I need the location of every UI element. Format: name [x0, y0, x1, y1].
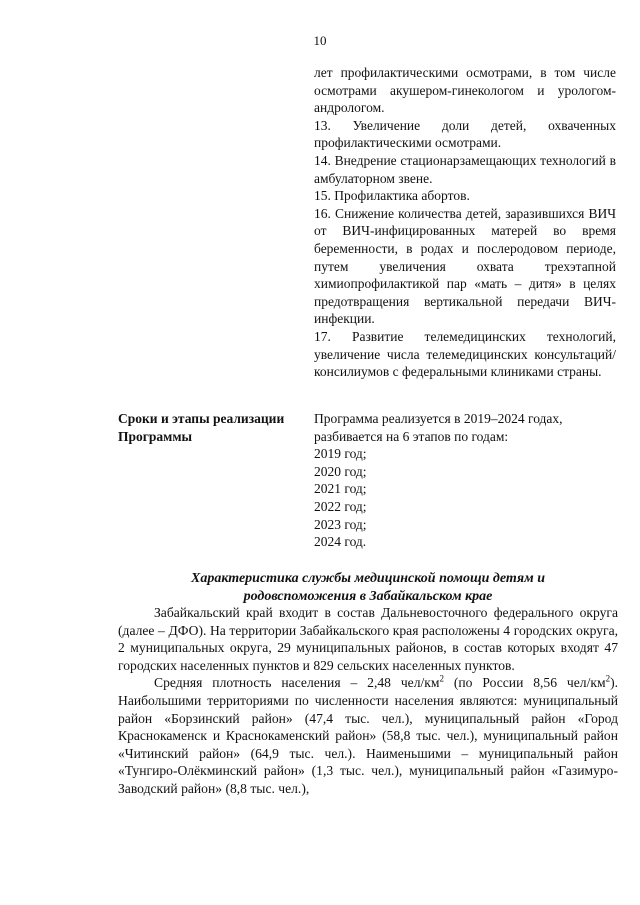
section-heading-line: родовспоможения в Забайкальском крае: [243, 589, 493, 604]
body-paragraph: [118, 674, 618, 797]
schedule-description: [314, 410, 616, 551]
program-measures-list: [314, 64, 616, 381]
schedule-year: 2021 год;: [314, 481, 367, 497]
schedule-year: 2019 год;: [314, 446, 367, 462]
schedule-year: 2023 год;: [314, 516, 367, 532]
measure-item: 17. Развитие телемедицинских технологий, увеличение числа телемедицинских консультаций/консилиумов с федеральными клиниками страны.: [314, 328, 616, 380]
section-heading: [118, 570, 618, 606]
measure-item: 13. Увеличение доли детей, охваченных профилактическими осмотрами.: [314, 117, 616, 151]
population-text: ). Наибольшими территориями по численности населения являются: муниципальный район «Борзинский район» (47,4 тыс. чел.), муниципальный район «Город Краснокаменск и Краснокаменский район» (58,8 тыс. чел.), муниципальный район «Читинский район» (64,9 тыс. чел.). Наименьшими – муниципальный район «Тунгиро-Олёкминский район» (1,3 тыс. чел.), муниципальный район «Газимуро-Заводский район» (8,8 тыс. чел.),: [118, 675, 619, 796]
measure-item: лет профилактическими осмотрами, в том числе осмотрами акушером-гинекологом и урологом-андрологом.: [314, 65, 616, 116]
schedule-label: Сроки и этапы реализации Программы: [118, 411, 285, 444]
schedule-year: 2024 год.: [314, 534, 367, 550]
superscript: 2: [439, 673, 444, 684]
section-heading-line: Характеристика службы медицинской помощи детям и: [190, 571, 546, 586]
schedule-intro: Программа реализуется в 2019–2024 годах, разбивается на 6 этапов по годам:: [314, 411, 563, 444]
density-text: Средняя плотность населения – 2,48 чел/км: [154, 675, 440, 691]
schedule-year: 2022 год;: [314, 498, 367, 514]
section-body: [118, 604, 618, 798]
density-russia-text: (по России 8,56 чел/км: [443, 675, 606, 691]
measure-item: 15. Профилактика абортов.: [314, 188, 470, 204]
superscript: 2: [605, 673, 611, 684]
schedule-year: 2020 год;: [314, 463, 367, 479]
page-number: 10: [313, 33, 327, 48]
body-paragraph: Забайкальский край входит в состав Дальневосточного федерального округа (далее – ДФО). На территории Забайкальского края расположены 4 городских округа, 2 муниципальных округа, 29 муниципальных районов, в состав которых входят 47 городских населенных пунктов и 829 сельских населенных пунктов.: [118, 605, 618, 673]
measure-item: 14. Внедрение стационарзамещающих технологий в амбулаторном звене.: [314, 152, 616, 186]
measure-item: 16. Снижение количества детей, заразившихся ВИЧ от ВИЧ-инфицированных матерей во время беременности, в родах и послеродовом периоде, путем увеличения охвата трехэтапной химиопрофилактикой пар «мать – дитя» в целях предотвращения вертикальной передачи ВИЧ-инфекции.: [314, 205, 616, 327]
